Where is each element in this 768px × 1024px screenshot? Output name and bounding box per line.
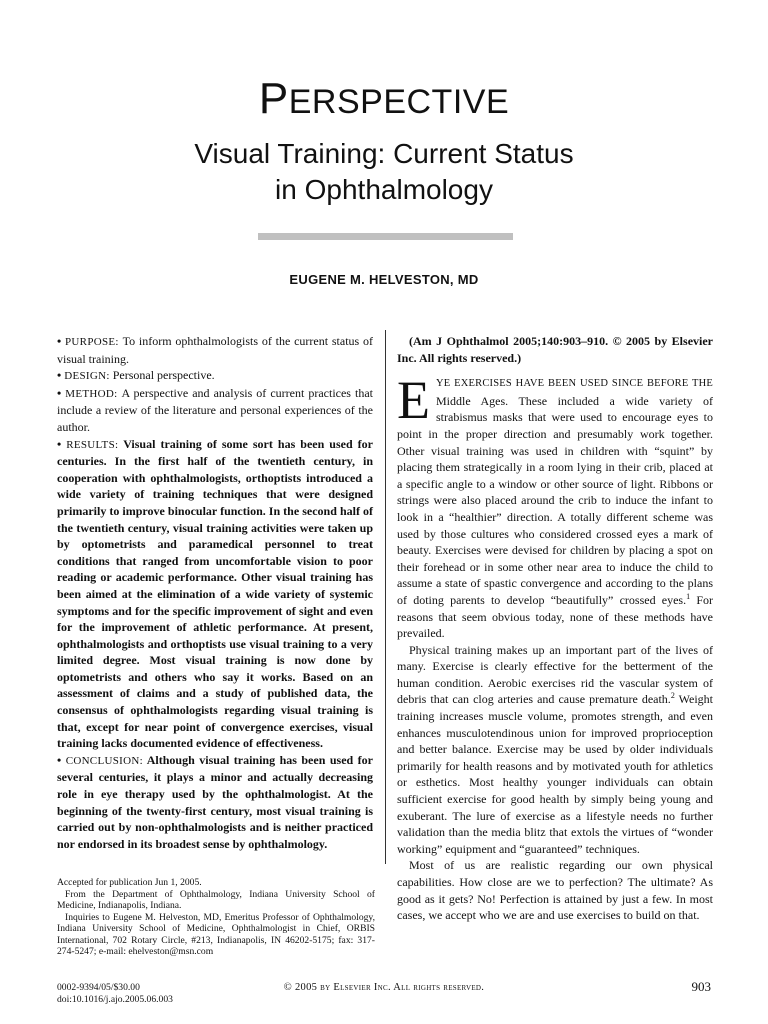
paragraph-3: Most of us are realistic regarding our own physical capabilities. How close are we to perfection? The ultimate? As good as it gets? No! Perfection is attained by just a few. In most cases, we accept who we are and use exercises to build on that. [397, 858, 713, 923]
paragraph-1-lead: YE EXERCISES HAVE BEEN USED SINCE BEFORE THE [436, 378, 713, 390]
section-heading-rest: ERSPECTIVE [288, 83, 510, 121]
article-title-line-1: Visual Training: Current Status [194, 138, 574, 169]
issn-code: 0002-9394/05/$30.00 [57, 982, 140, 993]
abstract-conclusion: • CONCLUSION: Although visual training has been used for several centuries, it plays a minor and actually decreasing role in eye therapy used by the ophthalmologist. At the beginning of the twenty-first century, most visual training is carried out by non-ophthalmologists and is neither practiced nor endorsed in its broadest sense by ophthalmology. [57, 752, 374, 851]
reference-1: 1 [686, 591, 691, 601]
footnotes [57, 877, 375, 958]
column-divider [385, 330, 386, 864]
paragraph-1 [397, 370, 713, 642]
method-text: A perspective and analysis of current practices that include a review of the literature and personal experiences of the author. [57, 385, 374, 434]
design-label: DESIGN: [64, 370, 110, 383]
inquiries-note: Inquiries to Eugene M. Helveston, MD, Emeritus Professor of Ophthalmology, Indiana University School of Medicine, Ophthalmologist in Chief, ORBIS International, 702 Rotary Circle, #213, Indianapolis, IN 46202-5175; fax: 317-274-5247; e-mail: ehelveston@msn.com [57, 911, 375, 957]
reference-2: 2 [670, 691, 675, 701]
abstract-method: • METHOD: A perspective and analysis of current practices that include a review of the literature and personal experiences of the author. [57, 385, 374, 434]
results-label: RESULTS: [66, 438, 119, 451]
page-number: 903 [691, 979, 711, 994]
method-label: METHOD: [65, 387, 118, 400]
drop-cap: E [397, 370, 430, 431]
paragraph-2-text-a: Physical training makes up an important part of the lives of many. Exercise is clearly effective for the betterment of the human condition. Aerobic exercises rid the vascular system of debris that can clog arteries and cause premature death. [397, 642, 713, 707]
paragraph-2-text-b: Weight training increases muscle volume, promotes strength, and even enhances musculotendinous union for improved proprioception and better balance. Exercise may be used by older individuals primarily for health reasons and by motivated youth for athletics or esthetics. Most healthy younger individuals can obtain sufficient exercise for good health by simply being young and exuberant. The lure of exercise as a lifestyle needs no further validation than the media blitz that extols the virtues of “wonder working” equipment and “guaranteed” techniques. [397, 692, 713, 856]
doi: doi:10.1016/j.ajo.2005.06.003 [57, 993, 173, 1005]
abstract-results: • RESULTS: Visual training of some sort has been used for centuries. In the first half of the twentieth century, in cooperation with ophthalmologists, orthoptists introduced a wide variety of training techniques that were designed primarily to improve binocular function. In the second half of the twentieth century, visual training activities were taken up by optometrists and paramedical personnel to treat conditions that ranged from uncomfortable vision to poor reading or academic performance. Other visual training has been aimed at the elimination of a wide variety of systemic symptoms and for the specific improvement of sight and even for the improvement of athletic performance. At present, ophthalmologists and orthoptists use visual training to a very limited degree. Most visual training is now done by optometrists and others who say it works. Based on an assessment of claims and a study of published data, the consensus of ophthalmologists regarding visual training is that, except for near point of convergence exercises, visual training lacks documented evidence of effectiveness. [57, 436, 373, 751]
article-title-line-2: in Ophthalmology [275, 174, 493, 205]
section-heading [0, 74, 768, 124]
citation: (Am J Ophthalmol 2005;140:903–910. © 2005 by Elsevier Inc. All rights reserved.) [397, 334, 713, 365]
footer-copyright: © 2005 by Elsevier Inc. All rights reserved. [283, 982, 485, 993]
abstract [57, 333, 373, 852]
paragraph-2 [397, 642, 713, 858]
conclusion-label: CONCLUSION: [65, 754, 143, 767]
affiliation-note: From the Department of Ophthalmology, Indiana University School of Medicine, Indianapolis, Indiana. [57, 888, 375, 911]
paragraph-1-text-a: Middle Ages. These included a wide variety of strabismus masks that were used to encourage eyes to point in the proper direction and presumably work together. Other visual training was used in children with “squint” by placing them strategically in a room lying in their crib, placed at a specific angle to a window or other source of light. Ribbons or strings were also placed around the crib to induce the infant to look in a “healthier” direction. A totally different scheme was used by those cultures who considered crossed eyes a mark of beauty. Exercises were devised for children by placing a spot on their forehead or in some other near area to induce the child to assume a state of spastic convergence and according to the plans of doting parents to develop “beautifully” crossed eyes. [397, 393, 713, 607]
abstract-purpose: • PURPOSE: To inform ophthalmologists of the current status of visual training. [57, 334, 374, 366]
conclusion-text: Although visual training has been used for several centuries, it plays a minor and actually decreasing role in eye therapy used by the ophthalmologist. At the beginning of the twenty-first century, most visual training is carried out by non-ophthalmologists and is neither practiced nor endorsed in its broadest sense by ophthalmology. [57, 752, 374, 851]
abstract-design: • DESIGN: Personal perspective. [57, 368, 215, 383]
author-byline: EUGENE M. HELVESTON, MD [289, 272, 479, 287]
accepted-note: Accepted for publication Jun 1, 2005. [57, 877, 202, 888]
design-text: Personal perspective. [112, 368, 215, 383]
purpose-label: PURPOSE: [65, 336, 119, 348]
purpose-text: To inform ophthalmologists of the current status of visual training. [57, 334, 374, 366]
results-text: Visual training of some sort has been used for centuries. In the first half of the twentieth century, in cooperation with ophthalmologists, orthoptists introduced a wide variety of training techniques that were designed primarily to improve binocular function. In the second half of the twentieth century, visual training activities were taken up by optometrists and paramedical personnel to treat conditions that ranged from uncomfortable vision to poor reading or academic performance. Other visual training has been aimed at the elimination of a wide variety of systemic symptoms and for the specific improvement of sight and even for the improvement of athletic performance. At present, ophthalmologists and orthoptists use visual training to a very limited degree. Most visual training is now done by optometrists and others who say it works. Based on an assessment of claims and a study of published data, the consensus of ophthalmologists regarding visual training is that, except for near point of convergence exercises, visual training lacks documented evidence of effectiveness. [57, 436, 373, 751]
body-text [397, 333, 713, 924]
title-rule [258, 233, 513, 240]
paragraph-1-text-b: For reasons that seem obvious today, none of these methods have prevailed. [397, 592, 713, 641]
section-heading-initial: P [258, 74, 289, 123]
